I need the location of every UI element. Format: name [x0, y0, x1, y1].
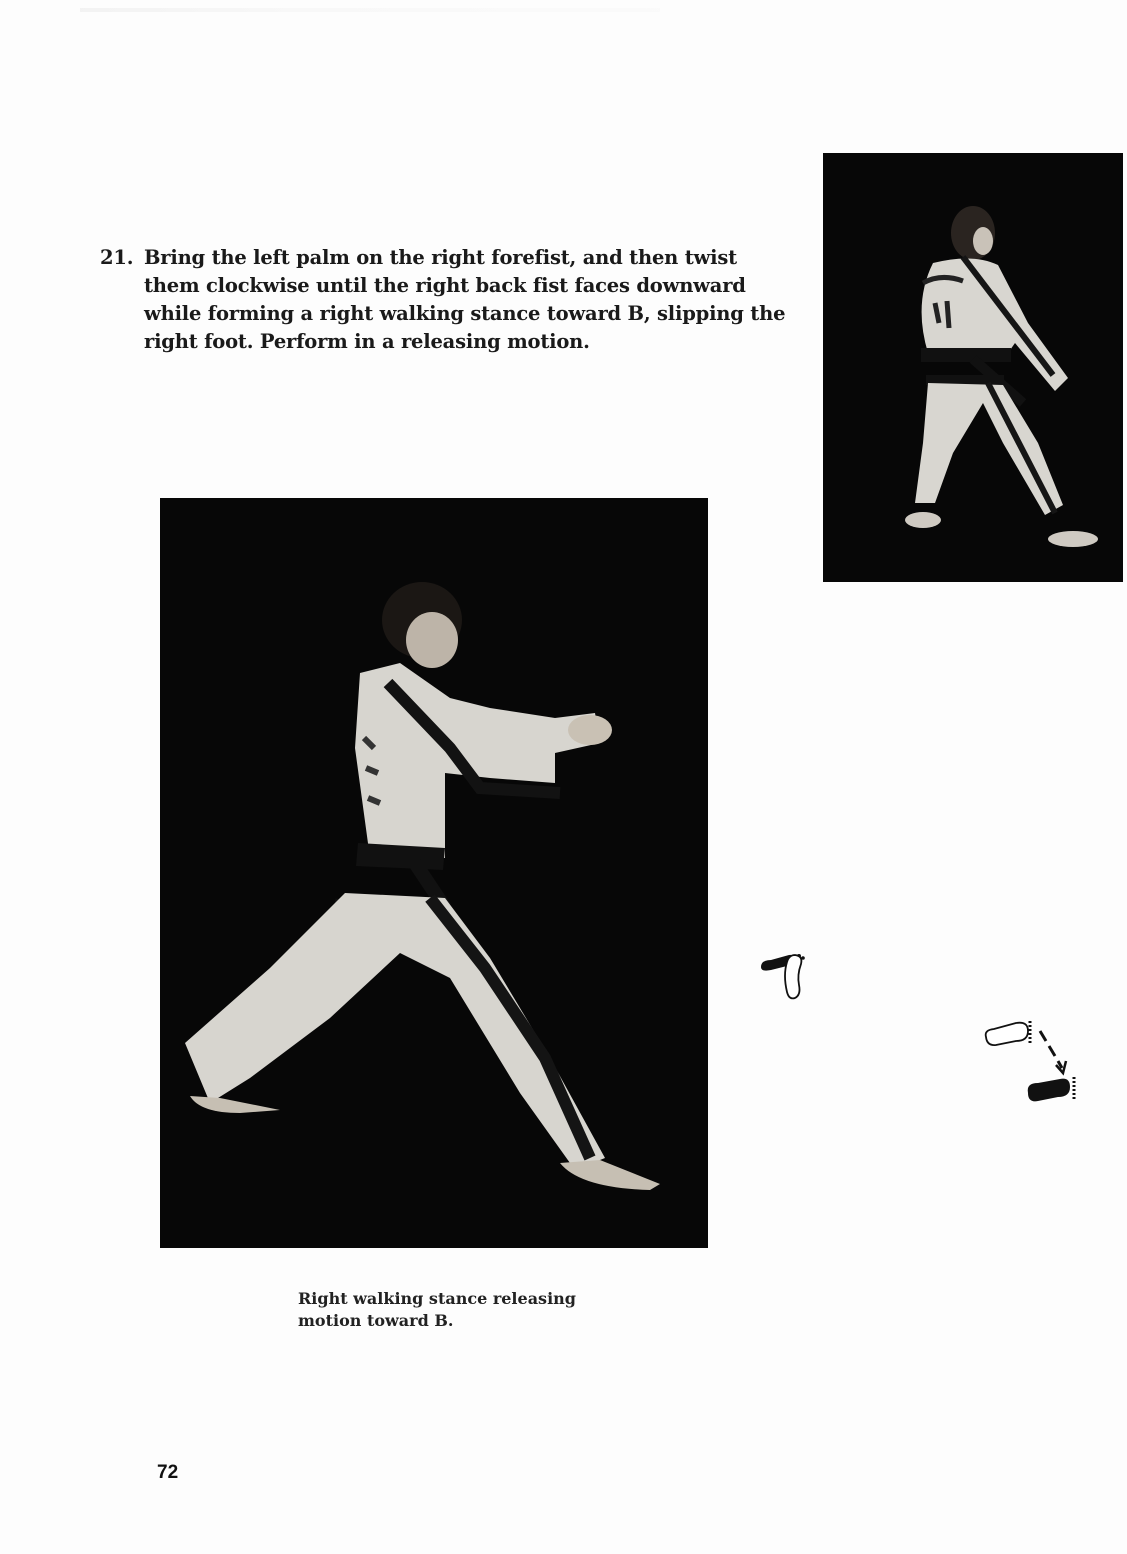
- footprint-diagram-start-icon: [757, 950, 817, 1005]
- photo-caption: Right walking stance releasing motion toward B.: [298, 1289, 576, 1330]
- martial-artist-walking-stance-icon: [160, 498, 708, 1248]
- scan-artifact: [80, 8, 660, 12]
- instruction-step: [100, 244, 790, 356]
- martial-artist-back-view-icon: [823, 153, 1123, 582]
- large-photo: [160, 498, 708, 1248]
- small-photo: [823, 153, 1123, 582]
- page-number: 72: [157, 1462, 179, 1483]
- step-text: Bring the left palm on the right forefist, and then twist them clockwise until the right back fist faces downward while forming a right walking stance toward B, slipping the right foot. Perform in a releasing motion.: [144, 246, 786, 353]
- step-number: 21.: [100, 246, 134, 269]
- footprint-diagram-slip-arrow-icon: [982, 1015, 1082, 1110]
